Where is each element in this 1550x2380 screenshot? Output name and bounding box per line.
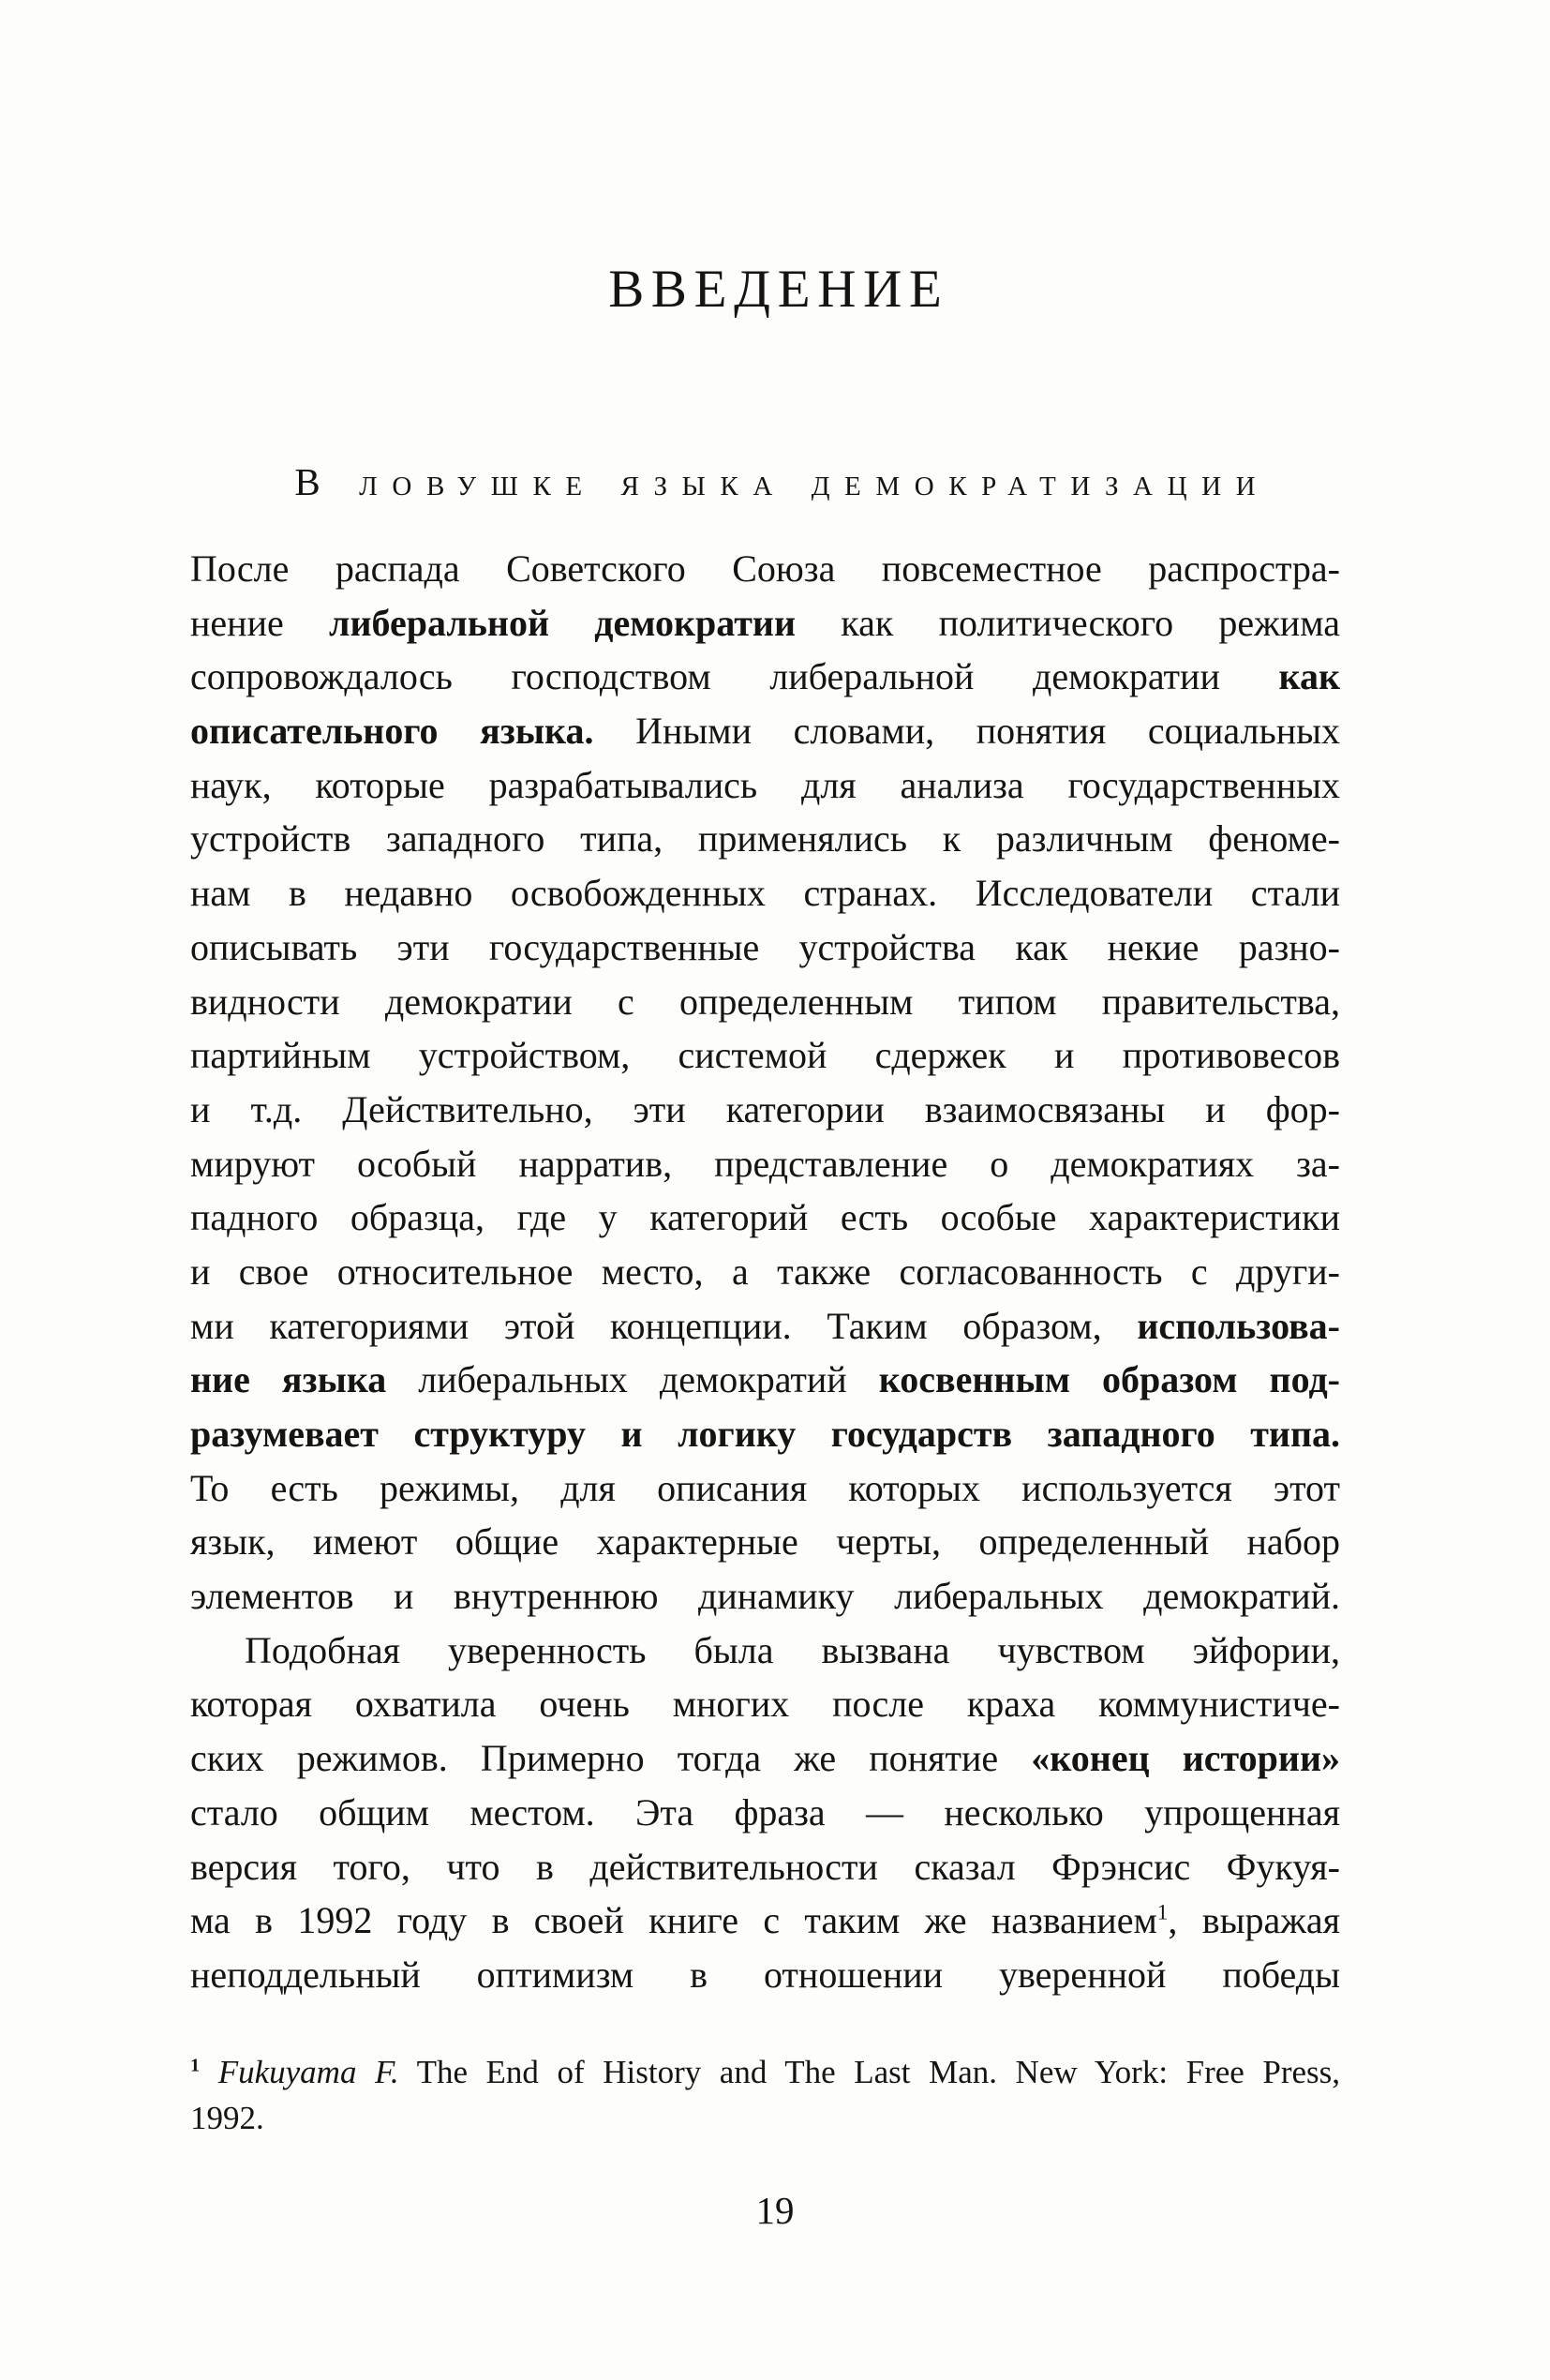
body-line <box>190 1515 1340 1569</box>
body-line <box>190 1299 1340 1354</box>
footnote <box>190 2049 1340 2141</box>
body-line <box>190 1731 1340 1786</box>
body-line <box>190 921 1340 975</box>
text-segment: элементов и внутреннюю динамику либеральных демократий. <box>190 1575 1340 1618</box>
text-segment: как политического режима <box>796 601 1340 644</box>
body-line <box>190 1786 1340 1840</box>
body-line <box>190 596 1340 651</box>
body-line <box>190 1083 1340 1137</box>
text-segment: Fukuyama F. <box>217 2054 399 2090</box>
text-segment: сопровождалось господством либеральной демократии <box>190 655 1279 698</box>
text-segment: 1 <box>1156 1900 1169 1925</box>
text-segment: язык, имеют общие характерные черты, определенный набор <box>190 1520 1340 1564</box>
body-line <box>190 1840 1340 1894</box>
body-line <box>190 1569 1340 1624</box>
body-line <box>190 1137 1340 1191</box>
body-line <box>190 1461 1340 1516</box>
text-segment: «конец истории» <box>1031 1737 1340 1780</box>
footnote-line <box>190 2049 1340 2095</box>
body-line <box>190 1894 1340 1948</box>
chapter-title: ВВЕДЕНИЕ <box>608 260 949 319</box>
body-line <box>190 1245 1340 1299</box>
text-segment: После распада Советского Союза повсеместное распростра- <box>190 547 1340 590</box>
body-line <box>190 1624 1340 1678</box>
body-line <box>190 1948 1340 2002</box>
body-line <box>190 812 1340 866</box>
text-segment: ских режимов. Примерно тогда же понятие <box>190 1737 1032 1780</box>
section-heading: В ловушке языка демократизации <box>294 460 1271 503</box>
body-line <box>190 650 1340 704</box>
body-line <box>190 1028 1340 1083</box>
text-segment: использова- <box>1137 1304 1340 1347</box>
text-segment: мируют особый нарратив, представление о демократиях за- <box>190 1142 1340 1185</box>
body-line <box>190 1190 1340 1245</box>
text-segment: описательного языка. <box>190 710 594 753</box>
text-segment: неподдельный оптимизм в отношении уверенной победы <box>190 1953 1340 1996</box>
text-segment: которая охватила очень многих после краха коммунистиче- <box>190 1683 1340 1726</box>
text-segment: разумевает структуру и логику государств западного типа. <box>190 1413 1340 1455</box>
body-line <box>190 1353 1340 1407</box>
text-segment: устройств западного типа, применялись к различным феноме- <box>190 817 1340 861</box>
body-line <box>190 1677 1340 1731</box>
text-segment: нение <box>190 601 330 644</box>
text-segment: То есть режимы, для описания которых используется этот <box>190 1466 1340 1509</box>
page-number: 19 <box>755 2189 795 2232</box>
text-segment: , выражая <box>1168 1899 1340 1942</box>
text-segment <box>200 2054 218 2090</box>
text-segment: версия того, что в действительности сказал Фрэнсис Фукуя- <box>190 1845 1340 1888</box>
text-segment: Иными словами, понятия социальных <box>593 710 1340 753</box>
text-segment: либеральной демократии <box>329 601 796 644</box>
body-text <box>190 542 1340 2002</box>
body-line <box>190 704 1340 758</box>
body-line <box>190 758 1340 813</box>
text-segment: The End of History and The Last Man. New York: Free Press, <box>398 2054 1340 2090</box>
text-segment: ние языка <box>190 1358 387 1401</box>
text-segment: и т.д. Действительно, эти категории взаимосвязаны и фор- <box>190 1087 1340 1130</box>
text-segment: описывать эти государственные устройства как некие разно- <box>190 925 1340 968</box>
text-segment: 1992. <box>190 2100 264 2136</box>
body-line <box>190 866 1340 921</box>
text-segment: партийным устройством, системой сдержек и противовесов <box>190 1034 1340 1077</box>
text-segment: нам в недавно освобожденных странах. Исследователи стали <box>190 872 1340 915</box>
text-segment: ми категориями этой концепции. Таким образом, <box>190 1304 1138 1347</box>
text-segment: и свое относительное место, а также согласованность с други- <box>190 1250 1340 1293</box>
text-segment: наук, которые разрабатывались для анализа государственных <box>190 763 1340 806</box>
text-segment: 1 <box>190 2055 201 2076</box>
text-segment: видности демократии с определенным типом правительства, <box>190 980 1340 1023</box>
body-line <box>190 542 1340 596</box>
body-line <box>190 1407 1340 1461</box>
footnote-line <box>190 2095 1340 2141</box>
text-segment: как <box>1278 655 1340 698</box>
text-segment: падного образца, где у категорий есть особые характеристики <box>190 1196 1340 1239</box>
text-segment: стало общим местом. Эта фраза — несколько упрощенная <box>190 1790 1340 1834</box>
text-segment: Подобная уверенность была вызвана чувством эйфории, <box>245 1628 1340 1671</box>
body-line <box>190 975 1340 1029</box>
text-segment: либеральных демократий <box>386 1358 879 1401</box>
text-segment: косвенным образом под- <box>878 1358 1340 1401</box>
text-segment: ма в 1992 году в своей книге с таким же названием <box>190 1899 1157 1942</box>
